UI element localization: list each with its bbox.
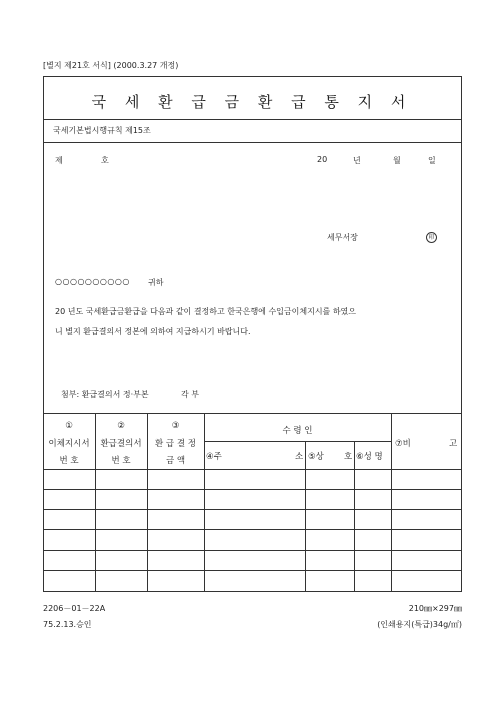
seal-icon: 印 [426,232,437,243]
table-header-bottom [43,469,462,470]
paper-type: (인쇄용지(특급)34g/㎡) [377,620,462,629]
document-title: 국 세 환 급 금 환 급 통 지 서 [91,93,413,111]
table-col-divider [391,413,392,592]
divider [43,119,462,120]
col1-number: ① [65,421,73,431]
attachment-label: 첨부: 환급결의서 정·부본 [61,390,149,399]
col4-suffix: 소 [295,452,304,462]
table-row-line [43,570,462,571]
col3-label-line2: 금 액 [165,456,186,466]
date-month: 월 [393,156,401,165]
col5-label: ⑤상 [308,452,324,462]
table-row-line [43,489,462,490]
form-header-note: [별지 제21호 서식] (2000.3.27 개정) [43,61,179,70]
col1-label-line1: 이체지시서 [48,439,90,449]
recipient-honorific: 귀하 [148,278,164,287]
table-col-divider [204,413,205,592]
doc-number-label: 제 [55,156,63,165]
attachment-count: 각 부 [181,390,199,399]
recipient-name: ○○○○○○○○○○ [55,277,130,286]
paper-size: 210㎜×297㎜ [408,604,462,613]
table-row-line [43,529,462,530]
recipient-header: 수 령 인 [282,426,313,436]
date-day: 일 [428,156,436,165]
table-top-border [43,413,462,414]
form-code: 2206－01－22A [43,604,106,613]
body-text-line-1: 20 년도 국세환급금환급을 다음과 같이 결정하고 한국은행에 수입금이체지시를 하였으 [55,307,357,316]
date-year-unit: 년 [353,156,361,165]
issuer-title: 세무서장 [327,233,358,242]
col2-number: ② [117,421,125,431]
body-text-line-2: 니 별지 환급결의서 정본에 의하여 지급하시기 바랍니다. [55,327,251,336]
col7-suffix: 고 [449,439,458,449]
doc-number-suffix: 호 [101,156,109,165]
col2-label-line2: 번 호 [111,456,131,466]
recipient-header-divider [204,441,391,442]
col3-number: ③ [171,421,180,431]
approval-date: 75.2.13.승인 [43,620,92,629]
table-row-line [43,509,462,510]
divider [43,142,462,143]
date-year: 20 [317,155,328,164]
col4-label: ④주 [206,452,222,462]
col3-label-line1: 환 급 결 정 [155,439,196,449]
col2-label-line1: 환급결의서 [100,439,142,449]
col1-label-line2: 번 호 [59,456,79,466]
col7-label: ⑦비 [395,439,411,449]
col5-suffix: 호 [344,452,353,462]
col6-label: ⑥성 명 [356,452,383,462]
legal-basis: 국세기본법시행규칙 제15조 [53,126,151,135]
table-row-line [43,550,462,551]
